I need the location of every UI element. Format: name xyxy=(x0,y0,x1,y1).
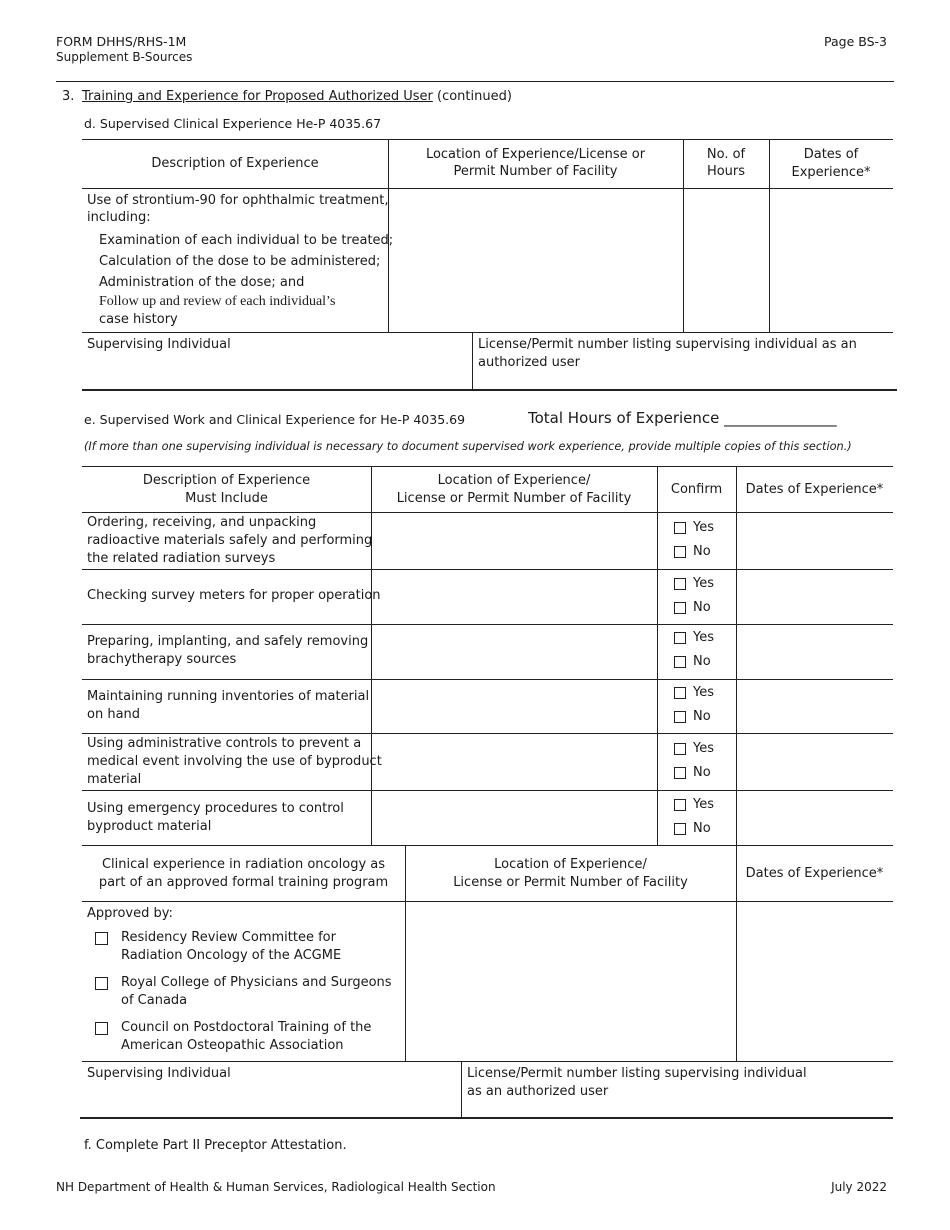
no-label: No xyxy=(693,765,711,780)
e-row-description: Using administrative controls to prevent a medical event involving the use of byproduct material xyxy=(87,736,382,787)
section-d-label: d. Supervised Clinical Experience He-P 4035.67 xyxy=(84,116,382,131)
yes-checkbox[interactable] xyxy=(674,743,686,755)
no-label: No xyxy=(693,654,711,669)
d-col-location: Location of Experience/License or Permit Number of Facility xyxy=(425,147,646,179)
e-supervising-label: Supervising Individual xyxy=(87,1066,231,1081)
total-hours-field[interactable]: Total Hours of Experience _______________ xyxy=(528,409,837,427)
d-col-dates: Dates of Experience* xyxy=(791,147,871,180)
clinical-col-description: Clinical experience in radiation oncology as part of an approved formal training program xyxy=(98,857,389,890)
d-desc-followup: Follow up and review of each individual’s xyxy=(99,294,336,309)
yes-checkbox[interactable] xyxy=(674,799,686,811)
e-row-description: Ordering, receiving, and unpacking radioactive materials safely and performing the related radiation surveys xyxy=(87,515,373,566)
clinical-col-dates: Dates of Experience* xyxy=(745,866,884,881)
footer-agency: NH Department of Health & Human Services, Radiological Health Section xyxy=(56,1180,496,1194)
section-continued: (continued) xyxy=(437,89,512,104)
supplement-label: Supplement B-Sources xyxy=(56,50,193,64)
section-title xyxy=(82,89,512,104)
royal-college-label: Royal College of Physicians and Surgeons of Canada xyxy=(121,975,392,1008)
d-license-label: License/Permit number listing supervising individual as an authorized user xyxy=(478,337,857,370)
d-col-hours: No. of Hours xyxy=(706,147,746,179)
clinical-col-location: Location of Experience/ License or Permit Number of Facility xyxy=(453,857,688,890)
no-label: No xyxy=(693,544,711,559)
section-e-label: e. Supervised Work and Clinical Experience for He-P 4035.69 xyxy=(84,412,466,427)
section-e-note: (If more than one supervising individual is necessary to document supervised work experience, provide multiple copies of this section.) xyxy=(84,440,852,453)
no-label: No xyxy=(693,821,711,836)
footer-date: July 2022 xyxy=(831,1180,887,1194)
section-f-label: f. Complete Part II Preceptor Attestation. xyxy=(84,1138,347,1153)
aoa-checkbox[interactable] xyxy=(95,1022,108,1035)
yes-label: Yes xyxy=(693,520,714,535)
d-desc-intro: Use of strontium-90 for ophthalmic treatment, including: xyxy=(87,193,389,225)
form-id: FORM DHHS/RHS-1M xyxy=(56,34,187,49)
d-desc-items: Examination of each individual to be treated; Calculation of the dose to be administered; Administration of the dose; and xyxy=(99,233,394,290)
yes-checkbox[interactable] xyxy=(674,687,686,699)
e-row-description: Maintaining running inventories of material on hand xyxy=(87,689,370,722)
no-label: No xyxy=(693,709,711,724)
royal-college-checkbox[interactable] xyxy=(95,977,108,990)
approved-by-label: Approved by: xyxy=(87,906,173,921)
e-col-confirm: Confirm xyxy=(670,482,723,497)
no-checkbox[interactable] xyxy=(674,823,686,835)
yes-label: Yes xyxy=(693,797,714,812)
yes-label: Yes xyxy=(693,630,714,645)
e-row-description: Using emergency procedures to control byproduct material xyxy=(87,801,344,834)
yes-label: Yes xyxy=(693,685,714,700)
yes-checkbox[interactable] xyxy=(674,632,686,644)
e-col-location: Location of Experience/ License or Permit Number of Facility xyxy=(396,473,632,506)
no-checkbox[interactable] xyxy=(674,767,686,779)
d-col-description: Description of Experience xyxy=(151,156,319,171)
acgme-label: Residency Review Committee for Radiation Oncology of the ACGME xyxy=(121,930,342,963)
d-supervising-label: Supervising Individual xyxy=(87,337,231,352)
yes-label: Yes xyxy=(693,741,714,756)
no-checkbox[interactable] xyxy=(674,546,686,558)
no-label: No xyxy=(693,600,711,615)
e-row-description: Checking survey meters for proper operation xyxy=(87,588,381,603)
acgme-checkbox[interactable] xyxy=(95,932,108,945)
e-license-label: License/Permit number listing supervising individual as an authorized user xyxy=(467,1066,807,1099)
yes-checkbox[interactable] xyxy=(674,578,686,590)
section-title-text: Training and Experience for Proposed Authorized User xyxy=(82,89,433,104)
d-desc-case: case history xyxy=(99,312,178,327)
e-col-dates: Dates of Experience* xyxy=(745,482,884,497)
section-number: 3. xyxy=(62,89,75,104)
yes-label: Yes xyxy=(693,576,714,591)
e-row-description: Preparing, implanting, and safely removing brachytherapy sources xyxy=(87,634,369,667)
header-divider xyxy=(56,81,894,82)
page-number: Page BS-3 xyxy=(824,34,887,49)
aoa-label: Council on Postdoctoral Training of the American Osteopathic Association xyxy=(121,1020,372,1053)
yes-checkbox[interactable] xyxy=(674,522,686,534)
no-checkbox[interactable] xyxy=(674,602,686,614)
no-checkbox[interactable] xyxy=(674,656,686,668)
e-col-description: Description of Experience Must Include xyxy=(142,473,311,506)
no-checkbox[interactable] xyxy=(674,711,686,723)
